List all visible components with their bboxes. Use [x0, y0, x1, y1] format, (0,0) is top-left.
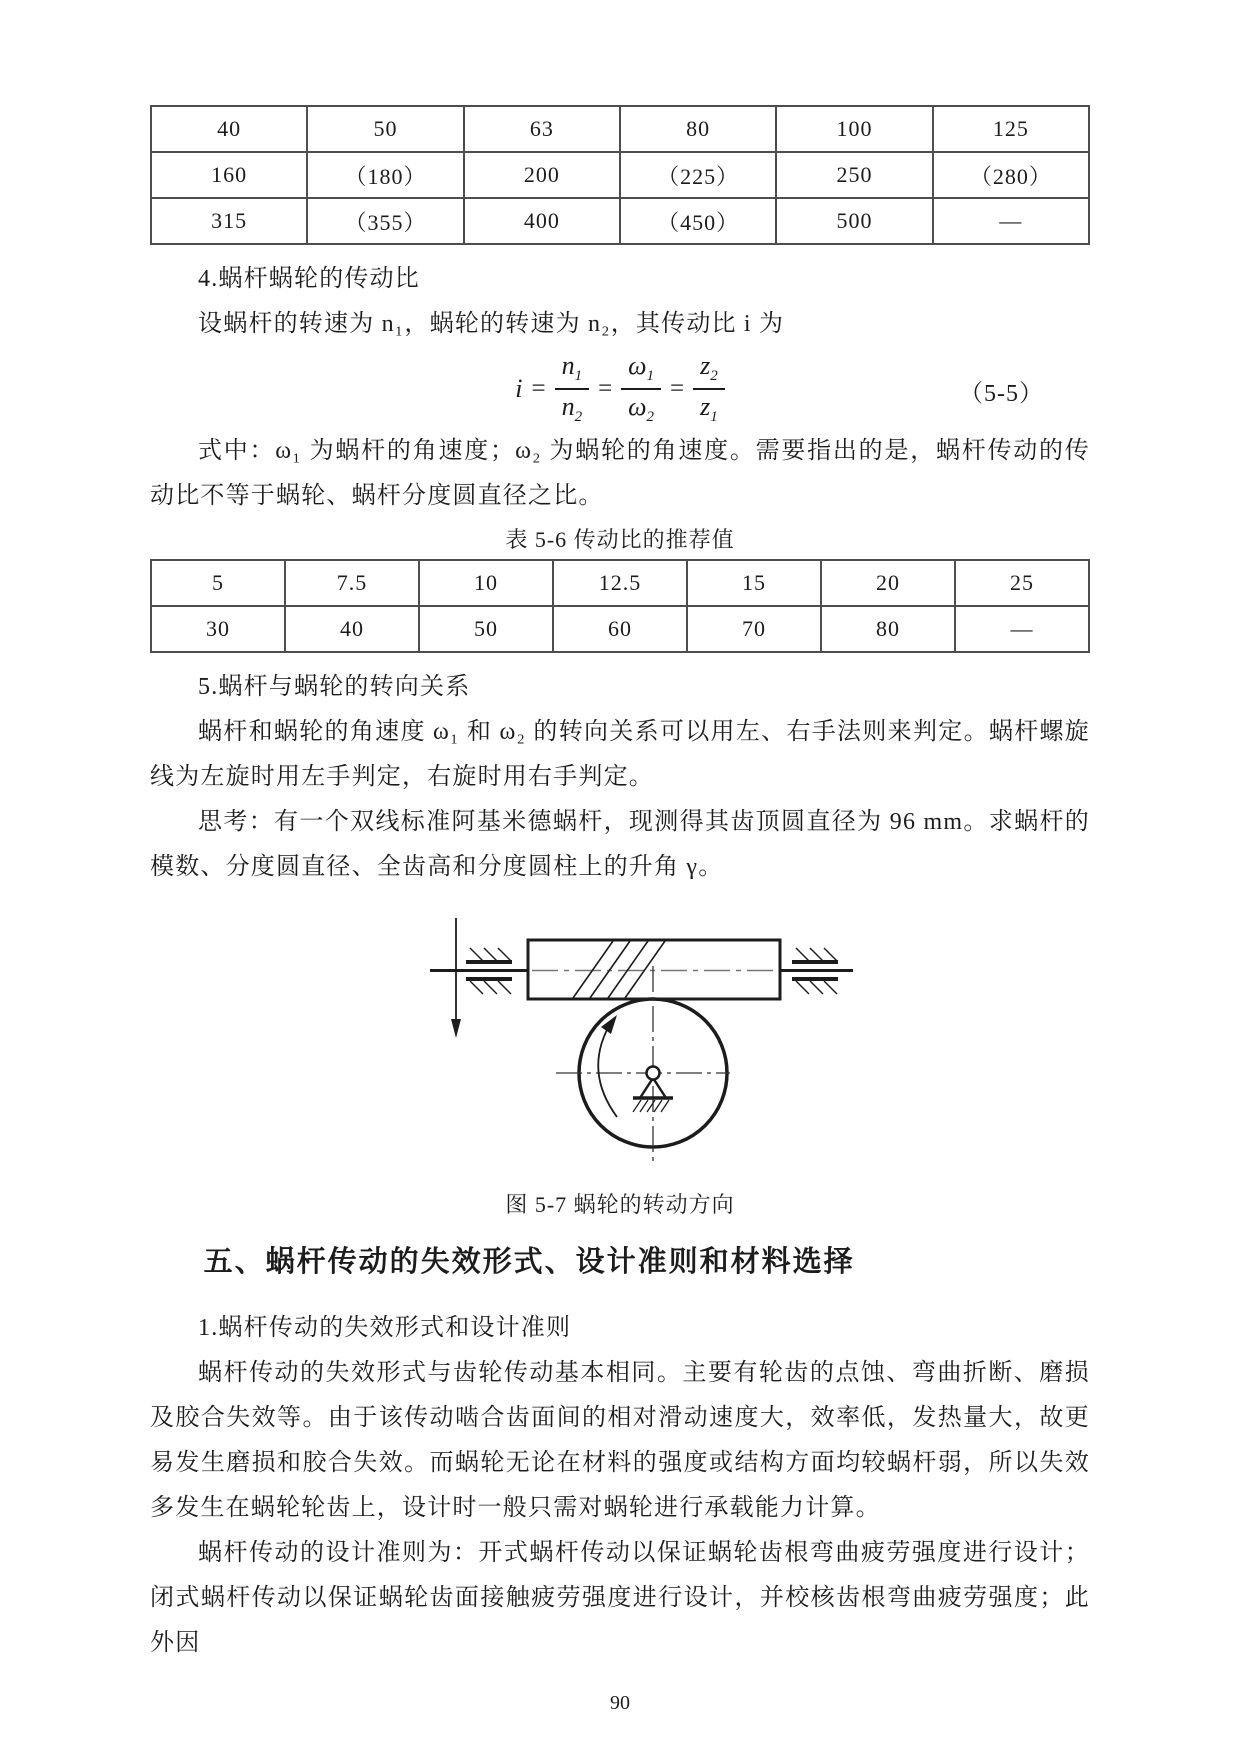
table-cell: （450）	[620, 198, 776, 244]
table-cell: 63	[464, 106, 620, 152]
formula-5-5	[150, 351, 1090, 427]
pivot-circle	[647, 1067, 660, 1080]
table-cell: 500	[776, 198, 932, 244]
table-cell: 25	[955, 560, 1089, 606]
table-cell: 20	[821, 560, 955, 606]
rotation-arrow	[598, 1015, 617, 1117]
equals-sign: =	[670, 375, 685, 402]
equals-sign: =	[531, 375, 546, 402]
formula-note: 式中：ω₁ 为蜗杆的角速度；ω₂ 为蜗轮的角速度。需要指出的是，蜗杆传动的传动比不等于蜗轮、蜗杆分度圆直径之比。	[150, 438, 1090, 509]
ground-hatch	[633, 1100, 669, 1112]
table-cell: —	[955, 606, 1089, 652]
table-cell: 250	[776, 152, 932, 198]
section5-para1: 蜗杆和蜗轮的角速度 ω₁ 和 ω₂ 的转向关系可以用左、右手法则来判定。蜗杆螺旋线为左旋时用左手判定，右旋时用右手判定。	[150, 719, 1090, 790]
formula-expression	[515, 353, 725, 424]
module-values-table	[150, 105, 1090, 245]
worm-gear-diagram	[428, 904, 868, 1174]
worm-body	[528, 940, 780, 999]
table-cell: —	[933, 198, 1089, 244]
equals-sign: =	[598, 375, 613, 402]
table-row	[151, 606, 1089, 652]
table-cell: 5	[151, 560, 285, 606]
figure-5-7	[150, 904, 1090, 1222]
down-arrow	[451, 918, 461, 1038]
section4-intro: 设蜗杆的转速为 n₁，蜗轮的转速为 n₂，其传动比 i 为	[198, 311, 785, 337]
table-cell: 12.5	[553, 560, 687, 606]
table-cell: 160	[151, 152, 307, 198]
table-cell: 50	[419, 606, 553, 652]
table-cell: 40	[285, 606, 419, 652]
formula-lhs: i	[515, 374, 523, 403]
section5-para2: 思考：有一个双线标准阿基米德蜗杆，现测得其齿顶圆直径为 96 mm。求蜗杆的模数、分度圆直径、全齿高和分度圆柱上的升角 γ。	[150, 809, 1090, 880]
table-cell: 400	[464, 198, 620, 244]
section-wu-sub1: 1.蜗杆传动的失效形式和设计准则	[198, 1315, 572, 1341]
table-cell: 200	[464, 152, 620, 198]
table-cell: （280）	[933, 152, 1089, 198]
table-cell: （225）	[620, 152, 776, 198]
table-cell: （180）	[307, 152, 463, 198]
page-number: 90	[610, 1692, 630, 1714]
fraction-w1-w2: $\frac{\omega_1}{\omega_2}$	[621, 353, 661, 424]
worm-thread-hatch	[573, 941, 665, 998]
table-cell: 315	[151, 198, 307, 244]
table-cell: 125	[933, 106, 1089, 152]
table-cell: 50	[307, 106, 463, 152]
table-row	[151, 560, 1089, 606]
table-5-6-caption: 表 5-6 传动比的推荐值	[505, 527, 735, 552]
fraction-z2-z1: $\frac{z_2}{z_1}$	[693, 353, 725, 424]
table-cell: 10	[419, 560, 553, 606]
section-wu-para2: 蜗杆传动的设计准则为：开式蜗杆传动以保证蜗轮齿根弯曲疲劳强度进行设计；闭式蜗杆传动以保证蜗轮齿面接触疲劳强度进行设计，并校核齿根弯曲疲劳强度；此外因	[150, 1540, 1090, 1656]
table-cell: 40	[151, 106, 307, 152]
table-cell: 60	[553, 606, 687, 652]
fraction-n1-n2: $\frac{n_1}{n_2}$	[555, 353, 590, 424]
section5-heading: 5.蜗杆与蜗轮的转向关系	[198, 674, 471, 700]
section4-heading: 4.蜗杆蜗轮的传动比	[198, 266, 420, 292]
figure-caption: 图 5-7 蜗轮的转动方向	[505, 1192, 735, 1217]
ratio-table	[150, 559, 1090, 653]
table-cell: 80	[821, 606, 955, 652]
table-cell: 80	[620, 106, 776, 152]
equation-number: （5-5）	[959, 381, 1044, 407]
table-cell: 15	[687, 560, 821, 606]
table-row	[151, 198, 1089, 244]
table-cell: （355）	[307, 198, 463, 244]
table-row	[151, 152, 1089, 198]
table-cell: 70	[687, 606, 821, 652]
table-cell: 30	[151, 606, 285, 652]
section-wu-heading: 五、蜗杆传动的失效形式、设计准则和材料选择	[203, 1246, 855, 1278]
section-wu-para1: 蜗杆传动的失效形式与齿轮传动基本相同。主要有轮齿的点蚀、弯曲折断、磨损及胶合失效等。由于该传动啮合齿面间的相对滑动速度大，效率低，发热量大，故更易发生磨损和胶合失效。而蜗轮无论在材料的强度或结构方面均较蜗杆弱，所以失效多发生在蜗轮轮齿上，设计时一般只需对蜗轮进行承载能力计算。	[150, 1360, 1090, 1521]
table-cell: 100	[776, 106, 932, 152]
table-row	[151, 106, 1089, 152]
table-cell: 7.5	[285, 560, 419, 606]
